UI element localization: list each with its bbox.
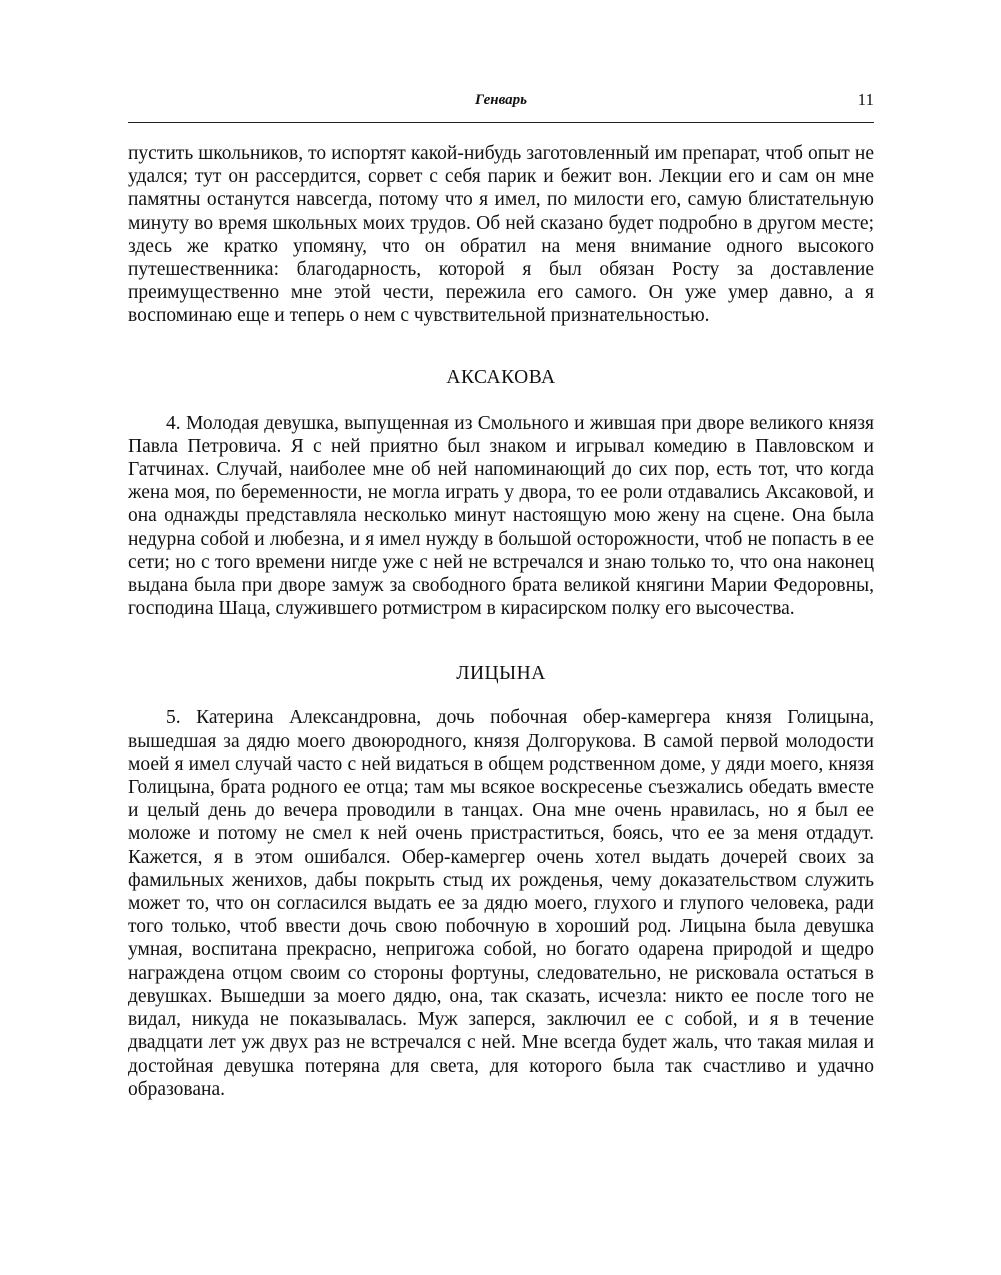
page-content <box>128 142 874 1101</box>
continuation-paragraph: пустить школьников, то испортят какой-нибудь заготовленный им препарат, чтоб опыт не удался; тут он рассердится, сорвет с себя парик и бежит вон. Лекции его и сам он мне памятны останутся навсегда, потому что я имел, по милости его, самую блистательную минуту во время школьных моих трудов. Об ней сказано будет подробно в другом месте; здесь же кратко упомяну, что он обратил на меня внимание одного высокого путешественника: благодарность, которой я был обязан Росту за доставление преимущественно мне этой чести, пережила его самого. Он уже умер давно, а я воспоминаю еще и теперь о нем с чувствительной признательностью. <box>128 143 874 327</box>
section-heading-litsyna: ЛИЦЫНА <box>456 663 546 685</box>
section-heading-aksakova: АКСАКОВА <box>446 366 556 388</box>
header-rule <box>128 122 874 123</box>
page-header <box>128 90 874 120</box>
page-number: 11 <box>857 90 874 109</box>
section-paragraph-aksakova: 4. Молодая девушка, выпущенная из Смольного и жившая при дворе великого князя Павла Петровича. Я с ней приятно был знаком и игрывал комедию в Павловском и Гатчинах. Случай, наиболее мне об ней напоминающий до сих пор, есть тот, что когда жена моя, по беременности, не могла играть у двора, то ее роли отдавались Аксаковой, и она однажды представляла несколько минут настоящую мою жену на сцене. Она была недурна собой и любезна, и я имел нужду в большой осторожности, чтоб не попасть в ее сети; но с того времени нигде уже с ней не встречался и знаю только то, что она наконец выдана была при дворе замуж за свободного брата великой княгини Марии Федоровны, господина Шаца, служившего ротмистром в кирасирском полку его высочества. <box>128 412 874 620</box>
section-paragraph-litsyna: 5. Катерина Александровна, дочь побочная обер-камергера князя Голицына, вышедшая за дядю моего двоюродного, князя Долгорукова. В самой первой молодости моей я имел случай часто с ней видаться в общем родственном доме, у дяди моего, князя Голицына, брата родного ее отца; там мы всякое воскресенье съезжались обедать вместе и целый день до вечера проводили в танцах. Она мне очень нравилась, но я был ее моложе и потому не смел к ней очень пристраститься, боясь, что ее за меня отдадут. Кажется, я в этом ошибался. Обер-камергер очень хотел выдать дочерей своих за фамильных женихов, дабы покрыть стыд их рожденья, чему доказательством служить может то, что он согласился выдать ее за дядю моего, глухого и глупого человека, ради того только, чтоб ввести дочь свою побочную в хороший род. Лицына была девушка умная, воспитана прекрасно, непригожа собой, но богато одарена природой и щедро награждена отцом своим со стороны фортуны, следовательно, не рисковала остаться в девушках. Вышедши за моего дядю, она, так сказать, исчезла: никто ее после того не видал, никуда не показывалась. Муж заперся, заключил ее с собой, и я в течение двадцати лет уж двух раз не встречался с ней. Мне всегда будет жаль, что такая милая и достойная девушка потеряна для света, для которого была так счастливо и удачно образована. <box>128 707 874 1100</box>
running-title: Генварь <box>474 92 528 108</box>
